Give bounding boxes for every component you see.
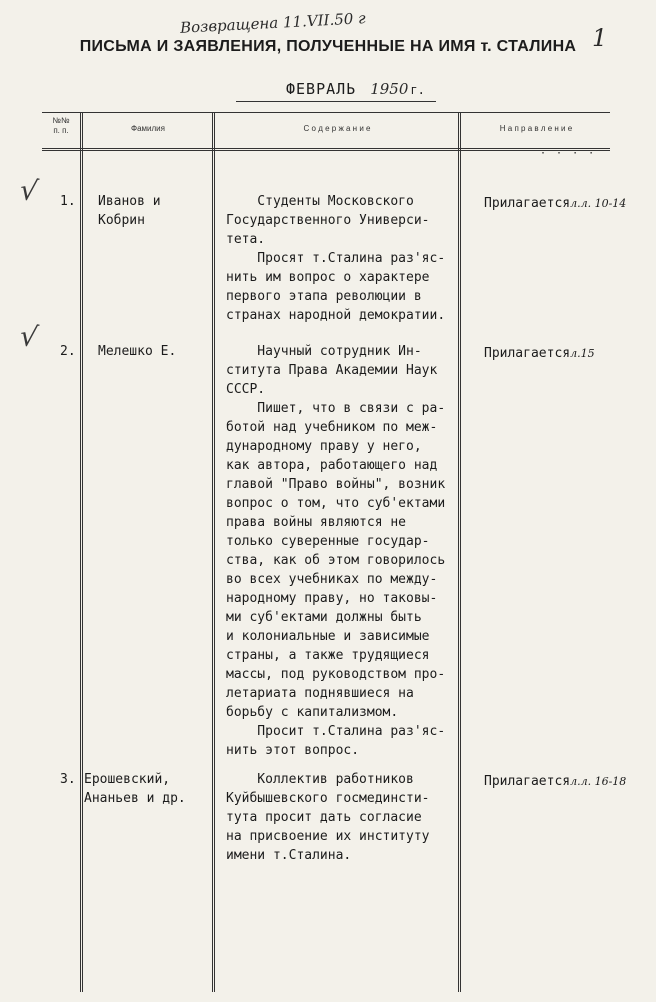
header-num: №№ п. п. — [52, 116, 70, 135]
row-3-name: Ерошевский, Ананьев и др. — [84, 772, 186, 806]
check-mark-icon: √ — [17, 318, 41, 355]
column-divider-surname — [212, 112, 215, 992]
check-mark-icon: √ — [17, 172, 41, 209]
column-divider-content — [458, 112, 461, 992]
header-surname: Фамилия — [131, 124, 165, 133]
row-1-name: Иванов и Кобрин — [98, 194, 161, 228]
handwritten-page-number: 1 — [592, 24, 608, 52]
row-2-direction-label: Прилагается — [484, 346, 571, 361]
month-line — [236, 80, 436, 102]
row-2-name: Мелешко Е. — [98, 344, 177, 359]
row-3-direction-note: л.л. 16-18 — [570, 775, 627, 788]
handwritten-return-note: Возвращена 11.VII.50 г — [179, 9, 367, 37]
year-value: 1950 — [370, 80, 409, 98]
row-3-direction — [484, 772, 626, 791]
row-2-direction-note: л.15 — [570, 347, 595, 360]
row-3-direction-label: Прилагается — [484, 774, 571, 789]
table-header-rule — [42, 148, 610, 151]
table-top-rule — [42, 112, 610, 113]
row-1-content: Студенты Московского Государственного Универси- тета. Просят т.Сталина раз'яс- нить им вопрос о характере первого этапа революции в странах народной демократии. — [226, 194, 446, 323]
row-3-content: Коллектив работников Куйбышевского госмединсти- тута просит дать согласие на присвоение их институту имени т.Сталина. — [226, 772, 430, 863]
year-suffix: г. — [410, 83, 425, 97]
document-title: ПИСЬМА И ЗАЯВЛЕНИЯ, ПОЛУЧЕННЫЕ НА ИМЯ т. СТАЛИНА — [79, 38, 577, 55]
row-2-num: 2. — [60, 344, 76, 359]
header-dots: · · · · — [540, 148, 597, 159]
column-divider-num — [80, 112, 83, 992]
header-direction: Н а п р а в л е н и е — [499, 124, 573, 133]
row-1-direction-note: л.л. 10-14 — [570, 197, 627, 210]
month-label: ФЕВРАЛЬ — [286, 80, 357, 98]
row-1-direction-label: Прилагается — [484, 196, 571, 211]
row-2-direction — [484, 344, 595, 363]
row-3-num: 3. — [60, 772, 76, 787]
row-1-num: 1. — [60, 194, 76, 209]
header-content: С о д е р ж а н и е — [303, 124, 371, 133]
row-2-content: Научный сотрудник Ин- ститута Права Академии Наук СССР. Пишет, что в связи с ра- ботой над учебником по меж- дународному праву у него, как автора, работающего над главой "Право войны", возник вопрос о том, что суб'ектами права войны являются не только суверенные государ- ства, как об этом говорилось во всех учебниках по между- народному праву, но таковы- ми суб'ектами должны быть и колониальные и зависимые страны, а также трудящиеся массы, под руководством про- летариата поднявшиеся на борьбу с капитализмом. Просит т.Сталина раз'яс- нить этот вопрос. — [226, 344, 446, 758]
row-1-direction — [484, 194, 626, 213]
